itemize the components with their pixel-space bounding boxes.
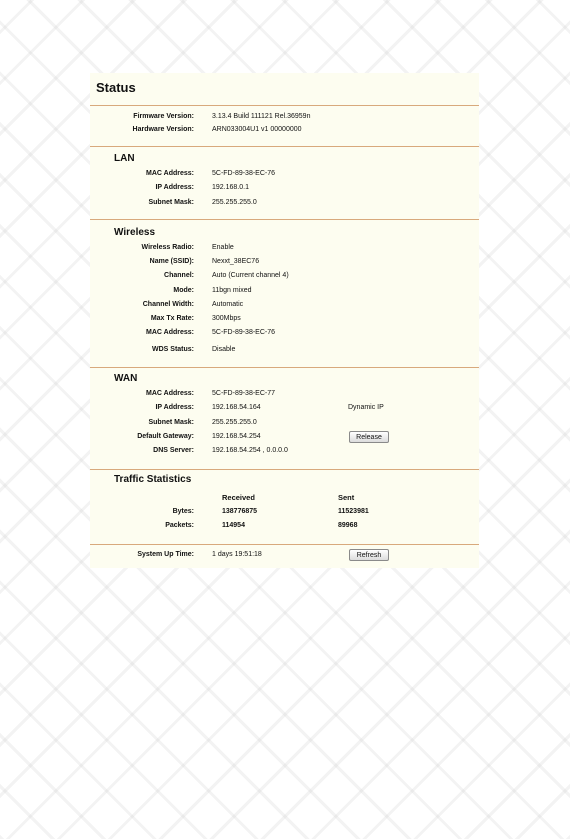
wireless-radio-label: Wireless Radio: bbox=[141, 244, 194, 251]
hardware-value: ARN033004U1 v1 00000000 bbox=[212, 126, 302, 133]
divider bbox=[90, 146, 479, 147]
wan-ip-value: 192.168.54.164 bbox=[212, 404, 261, 411]
packets-received: 114954 bbox=[222, 522, 245, 529]
lan-ip-label: IP Address: bbox=[155, 184, 194, 191]
divider bbox=[90, 469, 479, 470]
wds-status-value: Disable bbox=[212, 346, 236, 353]
uptime-label: System Up Time: bbox=[137, 551, 194, 558]
lan-ip-value: 192.168.0.1 bbox=[212, 184, 249, 191]
release-button[interactable]: Release bbox=[349, 431, 389, 443]
bytes-received: 138776875 bbox=[222, 508, 258, 515]
wireless-ssid-label: Name (SSID): bbox=[149, 258, 194, 265]
uptime-value: 1 days 19:51:18 bbox=[212, 551, 262, 558]
wan-mac-value: 5C-FD-89-38-EC-77 bbox=[212, 390, 276, 397]
bytes-label: Bytes: bbox=[172, 508, 194, 515]
sent-column-header: Sent bbox=[338, 493, 355, 502]
divider bbox=[90, 105, 479, 106]
wireless-ssid-value: Nexxt_38EC76 bbox=[212, 258, 260, 265]
wireless-channel-value: Auto (Current channel 4) bbox=[212, 272, 289, 279]
packets-label: Packets: bbox=[165, 522, 194, 529]
wan-dns-label: DNS Server: bbox=[153, 447, 194, 454]
status-panel bbox=[90, 73, 479, 568]
wireless-mode-value: 11bgn mixed bbox=[212, 287, 252, 294]
lan-subnet-value: 255.255.255.0 bbox=[212, 199, 257, 206]
wan-subnet-value: 255.255.255.0 bbox=[212, 419, 257, 426]
divider bbox=[90, 544, 479, 545]
wireless-mac-value: 5C-FD-89-38-EC-76 bbox=[212, 329, 276, 336]
divider bbox=[90, 367, 479, 368]
divider bbox=[90, 219, 479, 220]
bytes-sent: 11523981 bbox=[338, 508, 369, 515]
lan-heading: LAN bbox=[114, 153, 135, 164]
wireless-width-label: Channel Width: bbox=[142, 301, 194, 308]
wan-heading: WAN bbox=[114, 373, 138, 384]
packets-sent: 89968 bbox=[338, 522, 358, 529]
refresh-button[interactable]: Refresh bbox=[349, 549, 389, 561]
wan-mac-label: MAC Address: bbox=[146, 390, 194, 397]
wireless-width-value: Automatic bbox=[212, 301, 244, 308]
wireless-txrate-label: Max Tx Rate: bbox=[150, 315, 194, 322]
wireless-mac-label: MAC Address: bbox=[146, 329, 194, 336]
firmware-value: 3.13.4 Build 111121 Rel.36959n bbox=[212, 113, 311, 120]
wireless-radio-value: Enable bbox=[212, 244, 234, 251]
traffic-heading: Traffic Statistics bbox=[114, 474, 192, 485]
wireless-txrate-value: 300Mbps bbox=[212, 315, 241, 322]
wan-ip-label: IP Address: bbox=[155, 404, 194, 411]
hardware-label: Hardware Version: bbox=[132, 126, 194, 133]
lan-mac-value: 5C-FD-89-38-EC-76 bbox=[212, 170, 276, 177]
wireless-channel-label: Channel: bbox=[164, 272, 194, 279]
received-column-header: Received bbox=[222, 493, 255, 502]
wan-gateway-value: 192.168.54.254 bbox=[212, 433, 261, 440]
page-title: Status bbox=[96, 80, 136, 95]
wan-connection-type: Dynamic IP bbox=[348, 404, 384, 411]
firmware-label: Firmware Version: bbox=[133, 113, 194, 120]
wireless-heading: Wireless bbox=[114, 227, 156, 238]
wds-status-label: WDS Status: bbox=[152, 346, 194, 353]
lan-mac-label: MAC Address: bbox=[146, 170, 194, 177]
wan-subnet-label: Subnet Mask: bbox=[148, 419, 194, 426]
lan-subnet-label: Subnet Mask: bbox=[148, 199, 194, 206]
wan-gateway-label: Default Gateway: bbox=[137, 433, 194, 440]
wan-dns-value: 192.168.54.254 , 0.0.0.0 bbox=[212, 447, 288, 454]
wireless-mode-label: Mode: bbox=[173, 287, 194, 294]
